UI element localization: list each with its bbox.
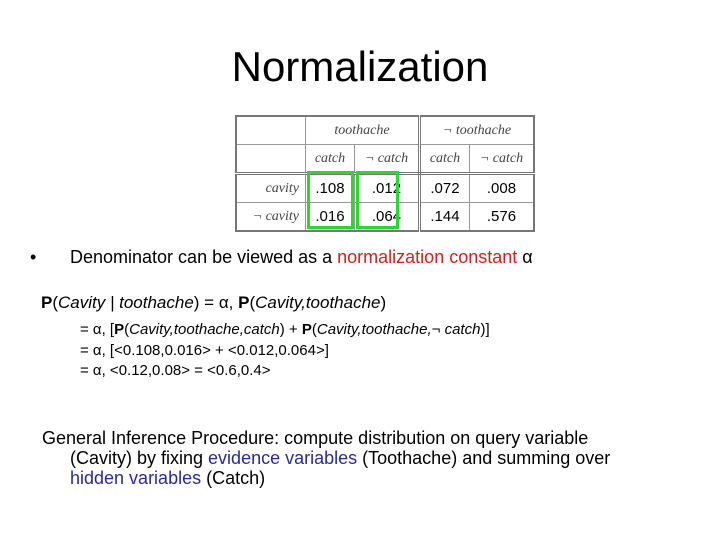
para-text: (Cavity) by fixing xyxy=(70,448,209,468)
paren: ( xyxy=(124,321,130,338)
paren: ( xyxy=(311,321,317,338)
slide-title: Normalization xyxy=(231,43,489,90)
cell: .008 xyxy=(470,174,535,203)
highlight-box-not-catch xyxy=(356,171,399,229)
para-text: (Toothache) and summing over xyxy=(357,448,611,468)
prob-symbol: P xyxy=(41,293,53,312)
bullet-marker: • xyxy=(30,247,37,267)
query: Cavity,toothache,catch xyxy=(129,321,280,338)
para-line-2 xyxy=(42,448,702,468)
table-corner xyxy=(236,116,306,145)
table-corner-2 xyxy=(236,145,306,174)
prob-symbol: P xyxy=(114,321,125,338)
para-accent: evidence variables xyxy=(208,448,358,468)
cell: .108 xyxy=(306,174,355,203)
row-label-cavity: cavity xyxy=(236,174,306,203)
para-line-3 xyxy=(42,468,702,488)
header-toothache: toothache xyxy=(306,116,420,145)
query: Cavity,toothache,¬ catch xyxy=(316,321,481,338)
header-not-toothache: ¬ toothache xyxy=(420,116,535,145)
cell: .144 xyxy=(420,203,470,232)
equals-alpha: ) = α, xyxy=(193,293,239,312)
prob-symbol: P xyxy=(238,293,250,312)
bullet-text-before: Denominator can be viewed as a xyxy=(70,247,338,267)
paren: ) xyxy=(380,293,387,312)
query: Cavity,toothache xyxy=(255,293,381,312)
cell: .072 xyxy=(420,174,470,203)
bullet-text-after: α xyxy=(517,247,533,267)
paren: ( xyxy=(249,293,256,312)
equation-line-1 xyxy=(41,293,386,313)
cell: .064 xyxy=(355,203,420,232)
inference-paragraph xyxy=(42,428,702,488)
para-line-1: General Inference Procedure: compute distribution on query variable xyxy=(42,428,589,448)
row-label-not-cavity: ¬ cavity xyxy=(236,203,306,232)
query: Cavity | toothache xyxy=(58,293,194,312)
eq-part: ) + xyxy=(279,321,302,338)
prob-symbol: P xyxy=(301,321,312,338)
para-text: (Catch) xyxy=(201,468,266,488)
cell: .576 xyxy=(470,203,535,232)
equation-line-3: = α, [<0.108,0.016> + <0.012,0.064>] xyxy=(80,342,329,359)
header-catch-2: catch xyxy=(420,145,470,174)
equation-line-2 xyxy=(80,321,490,338)
bullet-highlight: normalization constant xyxy=(337,247,518,267)
eq-part: )] xyxy=(480,321,490,338)
eq-part: = α, [ xyxy=(80,321,115,338)
cell: .012 xyxy=(355,174,420,203)
equation-line-4: = α, <0.12,0.08> = <0.6,0.4> xyxy=(80,362,271,379)
para-accent: hidden variables xyxy=(70,468,202,488)
paren: ( xyxy=(52,293,59,312)
header-not-catch-1: ¬ catch xyxy=(355,145,420,174)
header-not-catch-2: ¬ catch xyxy=(470,145,535,174)
cell: .016 xyxy=(306,203,355,232)
highlight-box-catch xyxy=(307,171,354,229)
bullet-point xyxy=(30,247,533,268)
header-catch-1: catch xyxy=(306,145,355,174)
